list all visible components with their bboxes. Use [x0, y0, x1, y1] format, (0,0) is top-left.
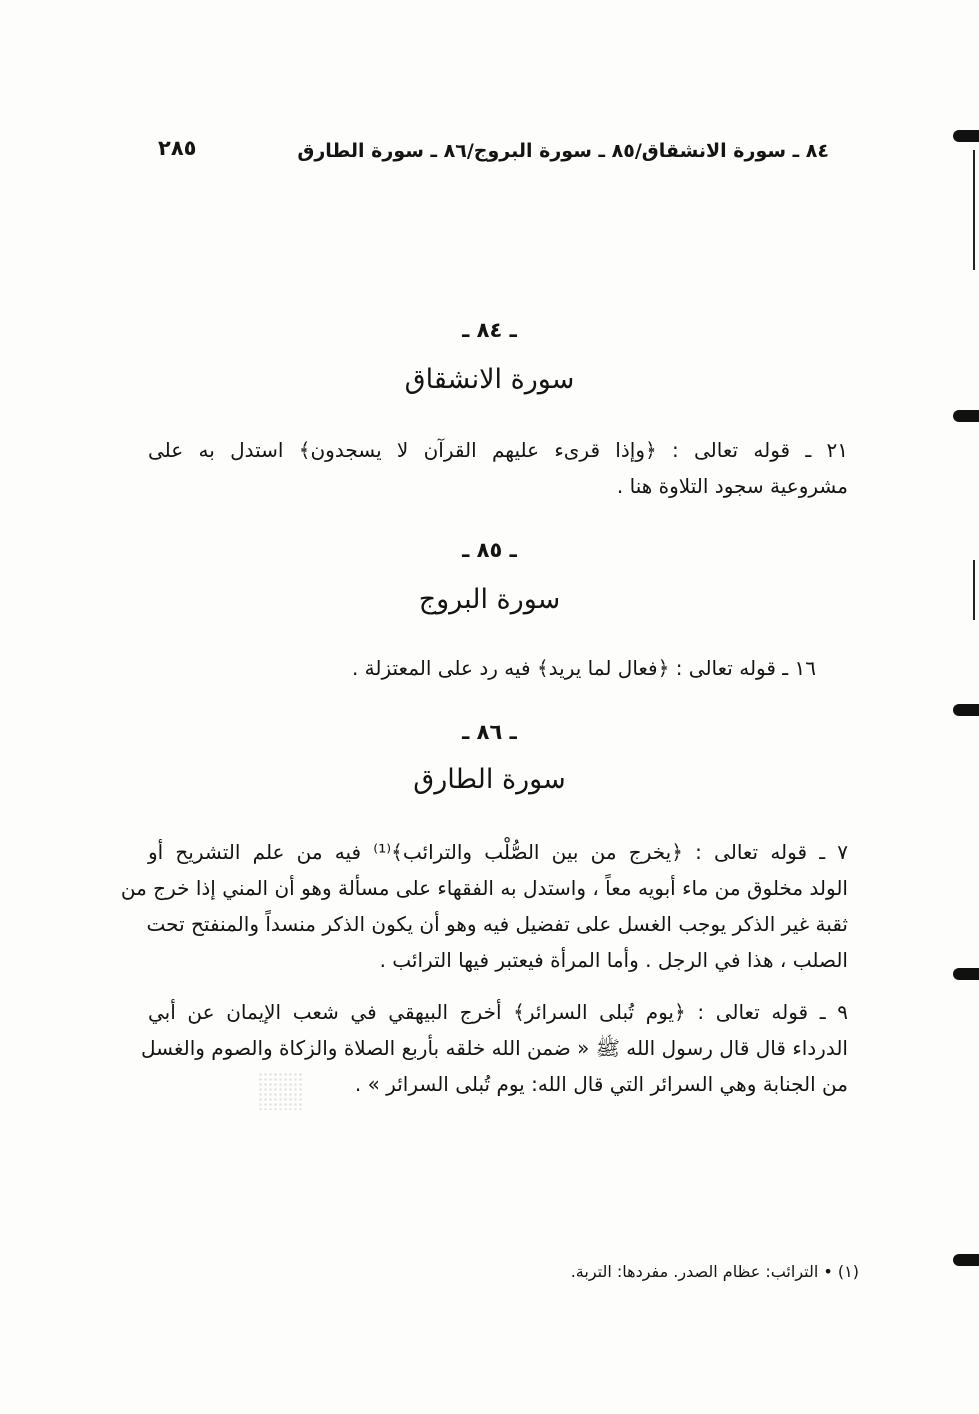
- section-title: سورة البروج: [418, 584, 561, 615]
- binding-edge: [973, 150, 975, 270]
- paragraph-line: ٩ ـ قوله تعالى : ﴿يوم تُبلى السرائر﴾ أخرج البيهقي في شعب الإيمان عن أبي: [148, 1000, 848, 1024]
- section-number: ـ ٨٦ ـ: [462, 720, 517, 744]
- section-title: سورة الطارق: [413, 764, 566, 795]
- paragraph: [300, 650, 816, 686]
- section-title: سورة الانشقاق: [404, 364, 575, 395]
- paragraph-line: الدرداء قال قال رسول الله ﷺ « ضمن الله خلقه بأربع الصلاة والزكاة والصوم والغسل: [141, 1036, 848, 1060]
- paragraph-line: الولد مخلوق من ماء أبويه معاً ، واستدل به الفقهاء على مسألة وهو أن المني إذا خرج من: [120, 876, 848, 900]
- section-number: ـ ٨٥ ـ: [462, 538, 517, 562]
- paragraph-line: مشروعية سجود التلاوة هنا .: [616, 474, 848, 498]
- paragraph-line: ثقبة غير الذكر يوجب الغسل على تفضيل فيه وهو أن يكون الذكر منسداً والمنفتح تحت: [146, 912, 848, 936]
- paragraph: [141, 994, 848, 1102]
- paragraph-line: من الجنابة وهي السرائر التي قال الله: يوم تُبلى السرائر » .: [354, 1072, 848, 1096]
- paragraph-line: ٢١ ـ قوله تعالى : ﴿وإذا قرىء عليهم القرآن لا يسجدون﴾ استدل به على: [148, 438, 848, 462]
- binding-mark: [953, 968, 979, 980]
- binding-edge: [973, 560, 975, 620]
- running-title: ٨٤ ـ سورة الانشقاق/٨٥ ـ سورة البروج/٨٦ ـ سورة الطارق: [297, 140, 829, 162]
- binding-mark: [953, 130, 979, 142]
- paragraph: [120, 834, 849, 978]
- binding-mark: [953, 1254, 979, 1266]
- paragraph: [148, 432, 848, 504]
- page-number: ٢٨٥: [158, 136, 197, 160]
- footnote: (١) • الترائب: عظام الصدر. مفردها: التربة.: [570, 1262, 859, 1281]
- paragraph-line: الصلب ، هذا في الرجل . وأما المرأة فيعتبر فيها الترائب .: [379, 948, 848, 972]
- section-number: ـ ٨٤ ـ: [462, 318, 517, 342]
- paragraph-line: ٧ ـ قوله تعالى : ﴿يخرج من بين الصُّلْب والترائب﴾⁽¹⁾ فيه من علم التشريح أو: [148, 840, 849, 864]
- binding-mark: [953, 410, 979, 422]
- binding-mark: [953, 704, 979, 716]
- paragraph-line: ١٦ ـ قوله تعالى : ﴿فعال لما يريد﴾ فيه رد على المعتزلة .: [351, 656, 816, 680]
- scan-speckle: [258, 1072, 304, 1110]
